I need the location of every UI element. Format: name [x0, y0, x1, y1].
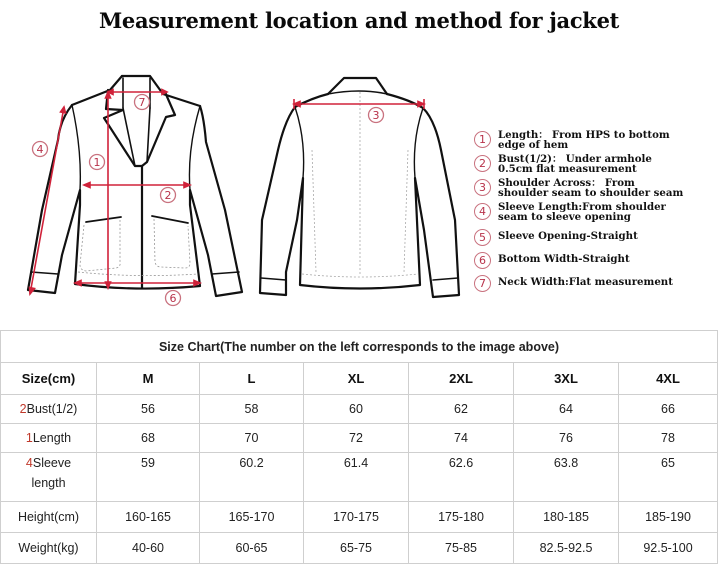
marker-1 [90, 155, 105, 170]
svg-text:3: 3 [372, 109, 380, 122]
svg-text:6: 6 [169, 292, 177, 305]
legend-item-bottom-width: 6 Bottom Width-Straight [474, 251, 630, 269]
front-jacket-drawing [20, 60, 245, 310]
table-row-bust [1, 395, 718, 424]
row-label: 4Sleeve length [1, 453, 97, 502]
table-row-weight [1, 533, 718, 564]
table-row-length [1, 424, 718, 453]
number-badge: 7 [474, 275, 491, 292]
table-cell: 65-75 [304, 533, 409, 564]
header-3xl: 3XL [514, 363, 619, 395]
table-cell: 185-190 [619, 502, 718, 533]
back-jacket-drawing [250, 60, 475, 310]
table-row-sleeve-length [1, 453, 718, 502]
marker-4 [33, 142, 48, 157]
page-title: Measurement location and method for jacket [98, 8, 620, 33]
legend-item-length: 1 Length： From HPS to bottom edge of hem [474, 130, 670, 150]
table-cell: 78 [619, 424, 718, 453]
table-cell: 180-185 [514, 502, 619, 533]
number-badge: 1 [474, 131, 491, 148]
table-cell: 66 [619, 395, 718, 424]
header-xl: XL [304, 363, 409, 395]
table-cell: 170-175 [304, 502, 409, 533]
table-cell: 82.5-92.5 [514, 533, 619, 564]
marker-3 [369, 108, 384, 123]
row-label: Weight(kg) [1, 533, 97, 564]
svg-text:2: 2 [164, 189, 172, 202]
header-row [1, 363, 718, 395]
table-cell: 160-165 [97, 502, 200, 533]
svg-text:4: 4 [36, 143, 44, 156]
size-chart-caption: Size Chart(The number on the left corresponds to the image above) [1, 331, 718, 363]
header-l: L [200, 363, 304, 395]
table-cell: 59 [97, 453, 200, 502]
number-badge: 4 [474, 203, 491, 220]
number-badge: 2 [474, 155, 491, 172]
marker-7 [135, 95, 150, 110]
svg-text:1: 1 [93, 156, 101, 169]
table-cell: 74 [409, 424, 514, 453]
svg-text:7: 7 [138, 96, 146, 109]
number-badge: 5 [474, 229, 491, 246]
table-cell: 92.5-100 [619, 533, 718, 564]
table-cell: 175-180 [409, 502, 514, 533]
marker-2 [161, 188, 176, 203]
table-cell: 62 [409, 395, 514, 424]
table-cell: 61.4 [304, 453, 409, 502]
legend-item-neck-width: 7 Neck Width:Flat measurement [474, 274, 673, 292]
number-badge: 3 [474, 179, 491, 196]
table-cell: 60.2 [200, 453, 304, 502]
table-cell: 56 [97, 395, 200, 424]
header-4xl: 4XL [619, 363, 718, 395]
table-cell: 76 [514, 424, 619, 453]
table-cell: 68 [97, 424, 200, 453]
legend-item-sleeve-length: 4 Sleeve Length:From shoulder seam to sleeve opening [474, 202, 666, 222]
table-cell: 40-60 [97, 533, 200, 564]
row-label: 1Length [1, 424, 97, 453]
header-m: M [97, 363, 200, 395]
marker-6 [166, 291, 181, 306]
legend-item-bust: 2 Bust(1/2)： Under armhole 0.5cm flat measurement [474, 154, 652, 174]
table-cell: 64 [514, 395, 619, 424]
legend-item-shoulder: 3 Shoulder Across： From shoulder seam to shoulder seam [474, 178, 683, 198]
table-cell: 75-85 [409, 533, 514, 564]
table-cell: 70 [200, 424, 304, 453]
table-cell: 62.6 [409, 453, 514, 502]
row-label: 2Bust(1/2) [1, 395, 97, 424]
table-cell: 60-65 [200, 533, 304, 564]
table-cell: 72 [304, 424, 409, 453]
legend-item-sleeve-opening: 5 Sleeve Opening-Straight [474, 228, 638, 246]
header-size: Size(cm) [1, 363, 97, 395]
table-cell: 63.8 [514, 453, 619, 502]
table-row-height [1, 502, 718, 533]
table-cell: 58 [200, 395, 304, 424]
table-cell: 65 [619, 453, 718, 502]
row-label: Height(cm) [1, 502, 97, 533]
table-cell: 165-170 [200, 502, 304, 533]
size-chart-table [0, 330, 718, 564]
table-cell: 60 [304, 395, 409, 424]
number-badge: 6 [474, 252, 491, 269]
header-2xl: 2XL [409, 363, 514, 395]
